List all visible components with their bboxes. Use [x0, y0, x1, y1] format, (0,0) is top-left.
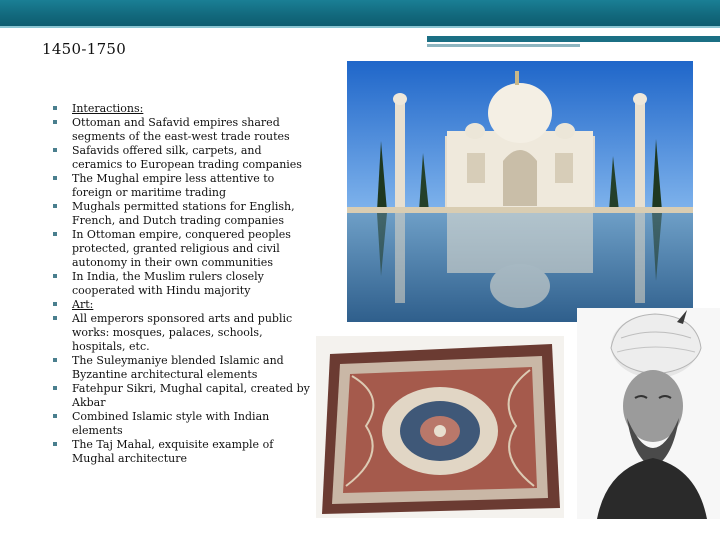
- persian-carpet-photo: [316, 336, 564, 518]
- bullet-text: The Mughal empire less attentive to foreign or maritime trading: [72, 172, 275, 199]
- bullet-marker-icon: [53, 120, 57, 124]
- bullet-text: In Ottoman empire, conquered peoples protected, granted religious and civil autonomy in their own communities: [72, 228, 291, 269]
- bullet-text: Safavids offered silk, carpets, and ceramics to European trading companies: [72, 144, 302, 171]
- bullet-text: In India, the Muslim rulers closely cooperated with Hindu majority: [72, 270, 264, 297]
- bullet-item: [52, 144, 310, 172]
- bullet-text: Art:: [72, 298, 94, 311]
- bullet-item: [52, 354, 310, 382]
- bullet-list: [52, 102, 310, 466]
- sultan-portrait: [577, 308, 720, 519]
- bullet-item: [52, 116, 310, 144]
- bullet-text: Interactions:: [72, 102, 144, 115]
- bullet-marker-icon: [53, 176, 57, 180]
- bullet-text: Combined Islamic style with Indian elements: [72, 410, 270, 437]
- bullet-item: [52, 312, 310, 354]
- bullet-item: [52, 382, 310, 410]
- bullet-marker-icon: [53, 148, 57, 152]
- header-strip: [0, 26, 720, 28]
- bullet-text: The Taj Mahal, exquisite example of Mughal architecture: [72, 438, 274, 465]
- bullet-item: [52, 102, 310, 116]
- bullet-item: [52, 410, 310, 438]
- bullet-marker-icon: [53, 442, 57, 446]
- bullet-text: The Suleymaniye blended Islamic and Byzantine architectural elements: [72, 354, 284, 381]
- bullet-item: [52, 298, 310, 312]
- accent-line: [427, 36, 720, 42]
- bullet-marker-icon: [53, 302, 57, 306]
- bullet-marker-icon: [53, 274, 57, 278]
- bullet-marker-icon: [53, 358, 57, 362]
- bullet-item: [52, 228, 310, 270]
- bullet-item: [52, 200, 310, 228]
- taj-mahal-photo: [347, 61, 693, 322]
- bullet-text: All emperors sponsored arts and public works: mosques, palaces, schools, hospitals, etc.: [72, 312, 293, 353]
- bullet-marker-icon: [53, 316, 57, 320]
- bullet-marker-icon: [53, 232, 57, 236]
- slide-title: 1450-1750: [42, 40, 127, 58]
- accent-line-thin: [427, 44, 580, 47]
- bullet-marker-icon: [53, 414, 57, 418]
- header-bar: [0, 0, 720, 26]
- bullet-marker-icon: [53, 204, 57, 208]
- bullet-text: Mughals permitted stations for English, French, and Dutch trading companies: [72, 200, 295, 227]
- bullet-item: [52, 172, 310, 200]
- bullet-text: Ottoman and Safavid empires shared segments of the east-west trade routes: [72, 116, 290, 143]
- bullet-marker-icon: [53, 386, 57, 390]
- bullet-item: [52, 438, 310, 466]
- bullet-marker-icon: [53, 106, 57, 110]
- bullet-text: Fatehpur Sikri, Mughal capital, created by Akbar: [72, 382, 310, 409]
- bullet-item: [52, 270, 310, 298]
